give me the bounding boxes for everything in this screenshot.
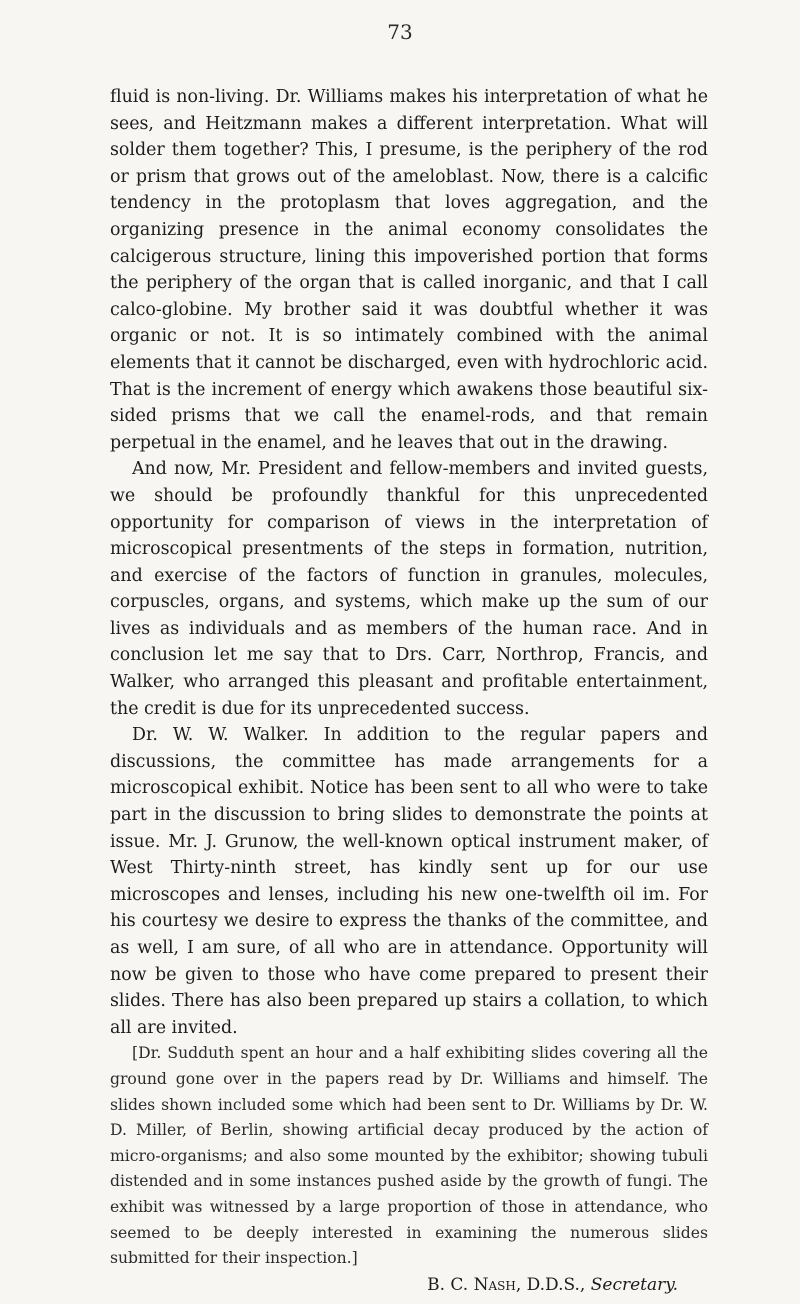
secretary-title: Secretary. — [590, 1274, 678, 1295]
paragraph-continuation: fluid is non-living. Dr. Williams makes his interpretation of what he sees, and Heitzmann makes a different interpretation. What will solder them together? This, I presume, is the periphery of the rod or prism that grows out of the ameloblast. Now, there is a calcific tendency in the protoplasm that loves aggregation, and the organizing presence in the animal economy consolidates the calcigerous structure, lining this impoverished portion that forms the periphery of the organ that is called inorganic, and that I call calco-globine. My brother said it was doubtful whether it was organic or not. It is so intimately combined with the animal elements that it cannot be discharged, even with hydrochloric acid. That is the increment of energy which awakens those beautiful six-sided prisms that we call the enamel-rods, and that remain perpetual in the enamel, and he leaves that out in the drawing. — [110, 87, 708, 453]
body-text — [110, 84, 708, 1298]
paragraph-address: And now, Mr. President and fellow-members and invited guests, we should be profoundly thankful for this unprecedented opportunity for comparison of views in the interpretation of microscopical presentments of the steps in formation, nutrition, and exercise of the factors of function in granules, molecules, corpuscles, organs, and systems, which make up the sum of our lives as individuals and as members of the human race. And in conclusion let me say that to Drs. Carr, Northrop, Francis, and Walker, who arranged this pleasant and profitable entertainment, the credit is due for its unprecedented success. — [110, 459, 708, 719]
signature-line — [110, 1272, 708, 1298]
paragraph-walker-remarks: Dr. W. W. Walker. In addition to the regular papers and discussions, the committee has made arrangements for a microscopical exhibit. Notice has been sent to all who were to take part in the discussion to bring slides to demonstrate the points at issue. Mr. J. Grunow, the well-known optical instrument maker, of West Thirty-ninth street, has kindly sent up for our use microscopes and lenses, including his new one-twelfth oil im. For his courtesy we desire to express the thanks of the committee, and as well, I am sure, of all who are in attendance. Opportunity will now be given to those who have come prepared to present their slides. There has also been prepared up stairs a collation, to which all are invited. — [110, 725, 708, 1038]
secretary-name: B. C. Nash, D.D.S., — [427, 1274, 586, 1295]
page-number: 73 — [387, 20, 413, 44]
bracketed-note: [Dr. Sudduth spent an hour and a half exhibiting slides covering all the ground gone over in the papers read by Dr. Williams and himself. The slides shown included some which had been sent to Dr. Williams by Dr. W. D. Miller, of Berlin, showing artificial decay produced by the action of micro-organisms; and also some mounted by the exhibitor; showing tubuli distended and in some instances pushed aside by the growth of fungi. The exhibit was witnessed by a large proportion of those in attendance, who seemed to be deeply interested in examining the numerous slides submitted for their inspection.] — [110, 1044, 708, 1268]
